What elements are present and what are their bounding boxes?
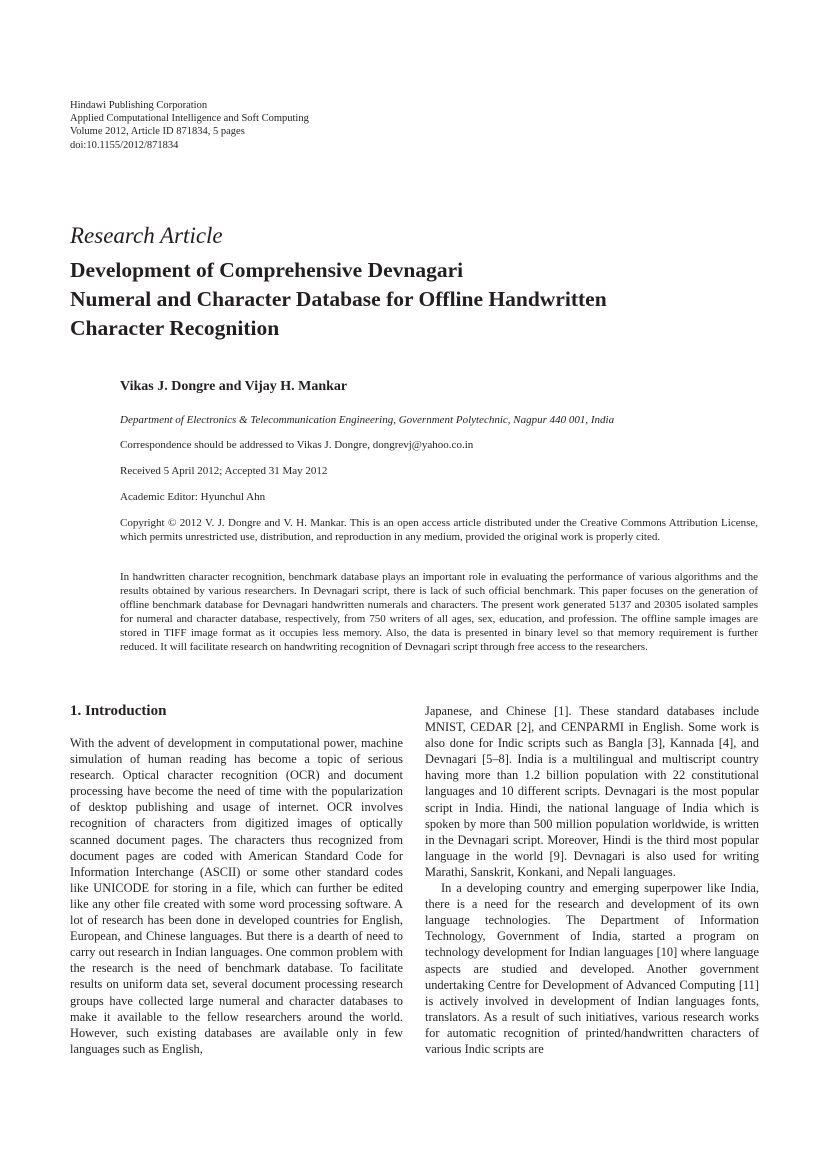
title-line: Character Recognition [70, 316, 280, 340]
journal-name: Applied Computational Intelligence and Soft Computing [70, 113, 309, 125]
right-column [425, 703, 759, 1057]
paper-title [70, 256, 770, 343]
left-column [70, 735, 403, 1057]
received-dates: Received 5 April 2012; Accepted 31 May 2012 [120, 465, 328, 477]
title-line: Numeral and Character Database for Offline Handwritten [70, 287, 607, 311]
paragraph: Japanese, and Chinese [1]. These standard databases include MNIST, CEDAR [2], and CENPARMI in English. Some work is also done for Indic scripts such as Bangla [3], Kannada [4], and Devnagari [5–8]. India is a multilingual and multiscript country having more than 1.2 billion population with 22 constitutional languages and 10 different scripts. Devnagari is the most popular script in India. Hindi, the national language of India which is spoken by more than 500 million population worldwide, is written in the Devnagari script. Moreover, Hindi is the third most popular language in the world [9]. Devnagari is also used for writing Marathi, Sanskrit, Konkani, and Nepali languages. [425, 704, 759, 879]
doi: doi:10.1155/2012/871834 [70, 139, 179, 151]
academic-editor: Academic Editor: Hyunchul Ahn [120, 491, 266, 503]
publisher-name: Hindawi Publishing Corporation [70, 100, 208, 111]
title-line: Development of Comprehensive Devnagari [70, 258, 464, 282]
volume-info: Volume 2012, Article ID 871834, 5 pages [70, 126, 245, 138]
abstract: In handwritten character recognition, benchmark database plays an important role in evaluating the performance of various algorithms and the results obtained by various researchers. In Devnagari script, there is lack of such official benchmark. This paper focuses on the generation of offline benchmark database for Devnagari handwritten numerals and characters. The present work generated 5137 and 20305 isolated samples for numeral and character database, respectively, from 750 writers of all ages, sex, education, and profession. The offline sample images are stored in TIFF image format as it occupies less memory. Also, the data is presented in binary level so that memory requirement is further reduced. It will facilitate research on handwriting recognition of Devnagari script through free access to the researchers. [120, 571, 758, 653]
copyright-notice: Copyright © 2012 V. J. Dongre and V. H. Mankar. This is an open access article distributed under the Creative Commons Attribution License, which permits unrestricted use, distribution, and reproduction in any medium, provided the original work is properly cited. [120, 517, 758, 543]
publisher-header [70, 99, 490, 152]
paragraph: With the advent of development in computational power, machine simulation of human reading has become a topic of serious research. Optical character recognition (OCR) and document processing have become the need of time with the popularization of desktop publishing and usage of internet. OCR involves recognition of characters from digitized images of optically scanned document pages. The characters thus recognized from document pages are coded with American Standard Code for Information Interchange (ASCII) or some other standard codes like UNICODE for storing in a file, which can further be edited like any other file created with some word processing software. A lot of research has been done in developed countries for English, European, and Chinese languages. But there is a dearth of need to carry out research in Indian languages. One common problem with the research is the need of benchmark database. To facilitate results on uniform data set, several document processing research groups have collected large numeral and character databases to make it available to the fellow researchers around the world. However, such existing databases are available only in few languages such as English, [70, 736, 403, 1056]
affiliation: Department of Electronics & Telecommunication Engineering, Government Polytechnic, Nagpur 440 001, India [120, 414, 615, 426]
section-heading-introduction: 1. Introduction [70, 703, 167, 719]
authors: Vikas J. Dongre and Vijay H. Mankar [120, 379, 348, 394]
correspondence: Correspondence should be addressed to Vikas J. Dongre, dongrevj@yahoo.co.in [120, 439, 474, 451]
article-type: Research Article [70, 223, 223, 248]
paragraph: In a developing country and emerging superpower like India, there is a need for the research and development of its own language technologies. The Department of Information Technology, Government of India, started a program on technology development for Indian languages [10] where language aspects are studied and developed. Another government undertaking Centre for Development of Advanced Computing [11] is actively involved in development of Indian languages fonts, translators. As a result of such initiatives, various research works for automatic recognition of printed/handwritten characters of various Indic scripts are [425, 881, 759, 1056]
